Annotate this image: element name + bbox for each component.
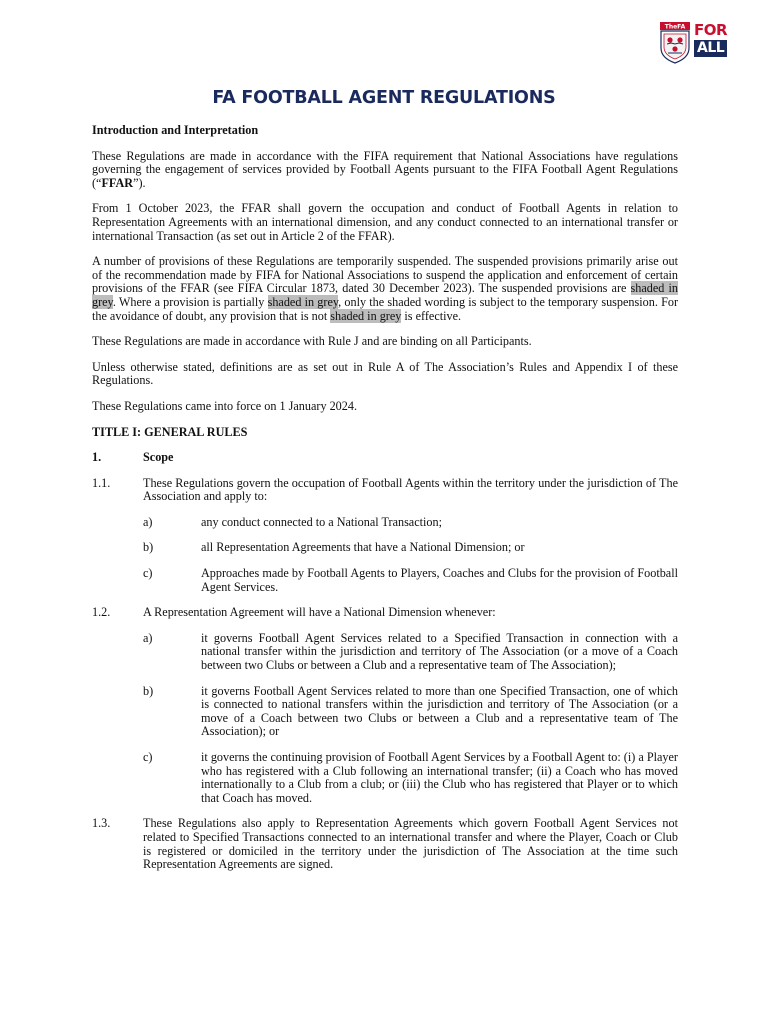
shaded-text: shaded in grey [330, 308, 402, 323]
shaded-text: shaded in grey [92, 281, 678, 309]
intro-paragraph-5: Unless otherwise stated, definitions are as set out in Rule A of The Association’s Rules and Appendix I of these Regulations. [92, 359, 678, 388]
ffar-term: FFAR [101, 175, 134, 190]
intro-paragraph-1: These Regulations are made in accordance with the FIFA requirement that National Associations have regulations governing the engagement of services provided by Football Agents pursuant to the FIFA Football Agent Regulations (“FFAR”). [92, 148, 678, 190]
clause-1-1-a: a) any conduct connected to a National Transaction; [143, 514, 442, 529]
intro-paragraph-6: These Regulations came into force on 1 January 2024. [92, 398, 358, 413]
for-text: FOR [694, 21, 728, 39]
intro-heading: Introduction and Interpretation [92, 123, 259, 137]
clause-1-3: 1.3. These Regulations also apply to Representation Agreements which govern Football Agent Services not related to Specified Transactions connected to an international transfer and where the Player, Coach or Club is registered or domiciled in the territory under the jurisdiction of The Association at the time such Representation Agreements are signed. [92, 816, 678, 872]
clause-1-2-a: a) it governs Football Agent Services related to a Specified Transaction in connection with a national transfer within the jurisdiction and territory of The Association (or a move of a Coach between two Clubs or between a Club and a representative team of The Association); [143, 630, 678, 673]
shaded-text: shaded in grey [267, 294, 339, 309]
document-title: FA FOOTBALL AGENT REGULATIONS [212, 88, 556, 108]
section-1-heading: 1. Scope [92, 450, 174, 465]
intro-paragraph-2: From 1 October 2023, the FFAR shall govern the occupation and conduct of Football Agents in relation to Representation Agreements with an international dimension, and any conduct connected to an international transfer or international Transaction (as set out in Article 2 of the FFAR). [92, 201, 678, 243]
fa-for-all-logo [660, 22, 732, 64]
title-i-heading: TITLE I: GENERAL RULES [92, 424, 248, 439]
intro-paragraph-3: A number of provisions of these Regulations are temporarily suspended. The suspended provisions primarily arise out of the recommendation made by FIFA for National Associations to suspend the application and enforcement of certain provisions of the FFAR (see FIFA Circular 1873, dated 30 December 2023). The suspended provisions are shaded in grey. Where a provision is partially shaded in grey, only the shaded wording is subject to the temporary suspension. For the avoidance of doubt, any provision that is not shaded in grey is effective. [92, 254, 679, 323]
document-body [92, 124, 678, 872]
for-all-wordmark [694, 22, 732, 57]
clause-1-1-b: b) all Representation Agreements that have a National Dimension; or [143, 540, 525, 555]
clause-1-2: 1.2. A Representation Agreement will have a National Dimension whenever: [92, 605, 496, 620]
clause-1-2-b: b) it governs Football Agent Services related to more than one Specified Transaction, one of which is connected to national transfers within the jurisdiction and territory of The Association (or a move of a Coach between two Clubs or between a Club and a representative team of The Association); or [143, 683, 678, 739]
all-text: ALL [694, 40, 727, 57]
clause-1-1: 1.1. These Regulations govern the occupation of Football Agents within the territory under the jurisdiction of The Association and apply to: [92, 475, 678, 504]
clause-1-2-c: c) it governs the continuing provision of Football Agent Services by a Football Agent to: (i) a Player who has registered with a Club following an international transfer; (ii) a Coach who has moved internationally to a Club from a club; or (iii) the Club who has registered that Player or to which that Coach has moved. [143, 750, 678, 805]
intro-paragraph-4: These Regulations are made in accordance with Rule J and are binding on all Participants. [92, 334, 532, 349]
clause-1-1-c: c) Approaches made by Football Agents to Players, Coaches and Clubs for the provision of Football Agent Services. [143, 566, 678, 594]
crest-text: TheFA [664, 23, 686, 31]
fa-crest-icon [660, 22, 690, 64]
